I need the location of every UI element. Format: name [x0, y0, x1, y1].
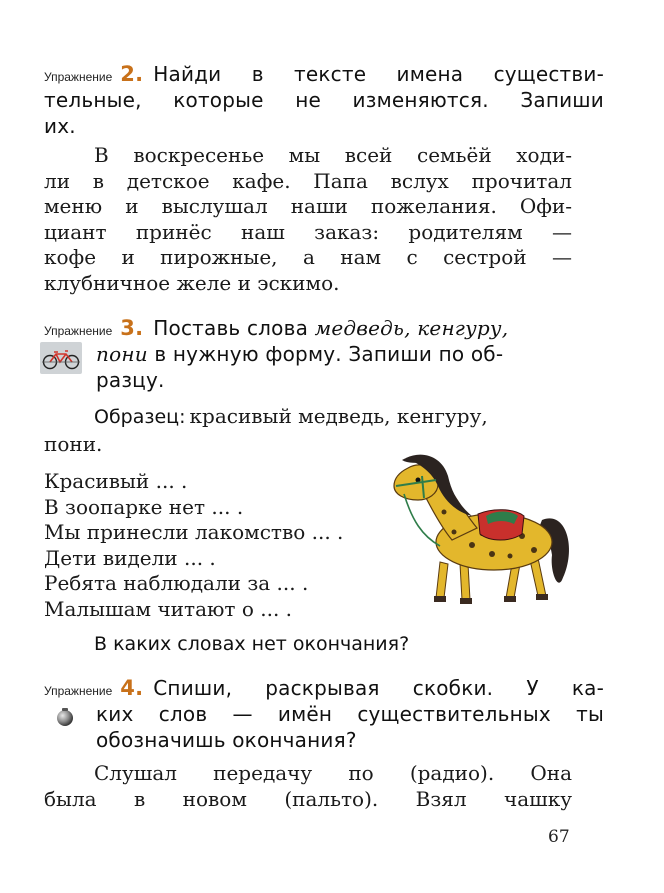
fill-line: Малышам читают о ... . [44, 596, 293, 621]
task-text: тельные, которые не изменяются. Запиши [44, 88, 604, 112]
fill-line: Дети видели ... . [44, 545, 216, 570]
italic-words: медведь, кенгуру, [314, 316, 509, 340]
task-text: ких слов — имён существительных ты [96, 702, 604, 726]
sample-text: пони. [44, 432, 103, 456]
exercise-3-lines [44, 469, 404, 622]
exercise-4-text [44, 761, 572, 812]
text-line: Слушал передачу по (радио). Она [94, 761, 572, 785]
task-text: в нужную форму. Запиши по об- [154, 342, 504, 366]
exercise-label: Упражнение [44, 684, 113, 698]
exercise-4-task [44, 675, 604, 753]
text-line: В воскресенье мы всей семьёй ходи- [94, 143, 572, 167]
text-line: клубничное желе и эскимо. [44, 270, 340, 295]
task-text: обозначишь окончания? [96, 728, 357, 752]
task-text: Спиши, раскрывая скобки. У ка- [153, 676, 604, 700]
exercise-2-text [44, 143, 572, 296]
text-line: меню и выслушал наши пожелания. Офи- [44, 194, 572, 218]
exercise-3-question: В каких словах нет окончания? [94, 633, 410, 655]
task-text: Найди в тексте имена существи- [153, 62, 604, 86]
pony-illustration [382, 450, 578, 606]
exercise-number: 4. [120, 676, 144, 700]
fill-line: Мы принесли лакомство ... . [44, 520, 344, 544]
tandem-bicycle-icon [40, 342, 82, 374]
fill-line: Ребята наблюдали за ... . [44, 571, 309, 595]
exercise-label: Упражнение [44, 70, 113, 84]
page-number: 67 [548, 827, 570, 847]
exercise-number: 2. [120, 62, 144, 86]
fill-line: В зоопарке нет ... . [44, 494, 244, 519]
text-line: была в новом (пальто). Взял чашку [44, 786, 572, 811]
ball-icon [55, 707, 75, 727]
sample-label: Образец: [94, 406, 186, 428]
italic-word: пони [96, 342, 148, 366]
task-text: разцу. [96, 368, 165, 392]
exercise-3-task [44, 315, 604, 393]
task-text: их. [44, 114, 76, 138]
text-line: ли в детское кафе. Папа вслух прочитал [44, 168, 572, 193]
exercise-2-task [44, 61, 604, 139]
exercise-number: 3. [120, 316, 144, 340]
fill-line: Красивый ... . [44, 469, 188, 493]
exercise-label: Упражнение [44, 324, 113, 338]
text-line: кофе и пирожные, а нам с сестрой — [44, 245, 572, 269]
task-text: Поставь слова [153, 316, 309, 340]
sample-text: красивый медведь, кенгуру, [189, 404, 488, 428]
text-line: циант принёс наш заказ: родителям — [44, 219, 572, 244]
